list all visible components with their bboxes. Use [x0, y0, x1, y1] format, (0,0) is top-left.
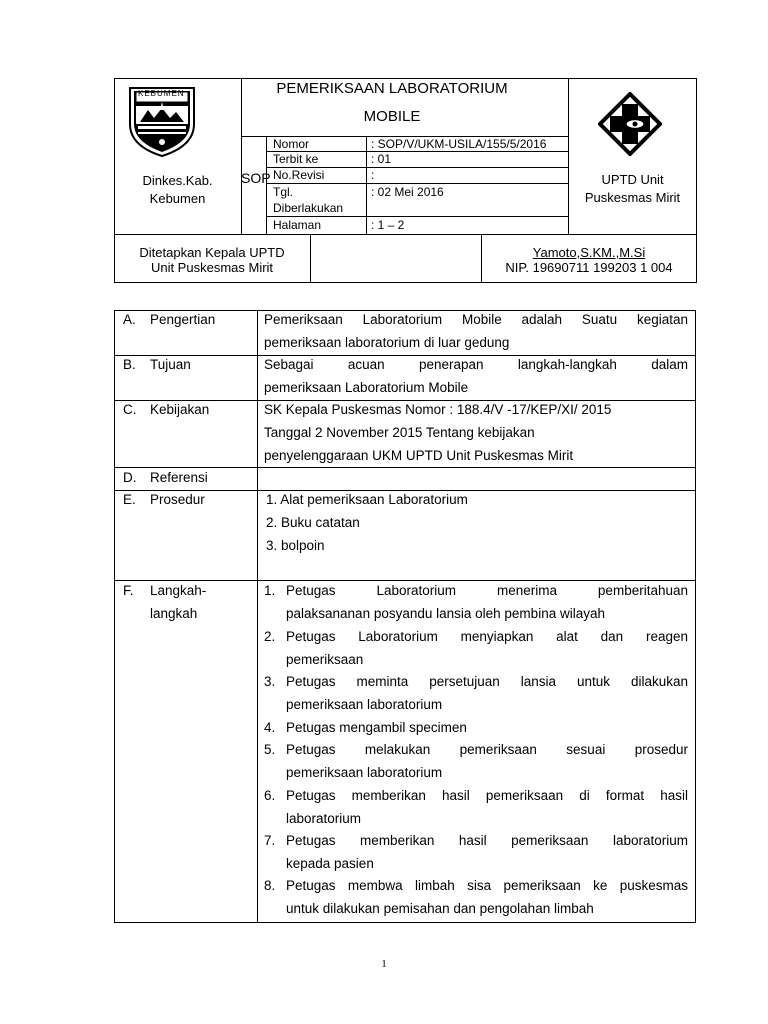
section-text-line: Pemeriksaan Laboratorium Mobile adalah Suatu kegiatan: [264, 312, 688, 327]
section-label: langkah: [150, 606, 198, 621]
left-org-line2: Kebumen: [149, 191, 206, 206]
left-org-line1: Dinkes.Kab.: [142, 173, 213, 188]
step-item: [264, 670, 688, 716]
puskesmas-logo: [598, 92, 662, 156]
meta-label-tgl: Tgl.: [273, 185, 294, 199]
signer-nip: NIP. 19690711 199203 1 004: [505, 260, 673, 275]
step-text-line: Petugas Laboratorium menyiapkan alat dan reagen: [286, 629, 688, 644]
section-text-line: SK Kepala Puskesmas Nomor : 188.4/V -17/KEP/XI/ 2015: [264, 402, 612, 417]
meta-label-nomor: Nomor: [273, 137, 310, 151]
prosedur-item: 3. bolpoin: [266, 538, 325, 553]
meta-label-revisi: No.Revisi: [273, 168, 325, 182]
step-number: 1.: [264, 583, 276, 598]
header-divider: [266, 216, 568, 217]
meta-value-terbit: : 01: [371, 152, 392, 166]
header-divider: [568, 78, 569, 234]
meta-value-nomor: : SOP/V/UKM-USILA/155/5/2016: [371, 137, 547, 151]
step-item: [264, 579, 688, 625]
step-number: 6.: [264, 788, 276, 803]
meta-value-halaman: : 1 – 2: [371, 218, 405, 232]
step-number: 7.: [264, 833, 276, 848]
step-text-line: Petugas melakukan pemeriksaan sesuai prosedur: [286, 742, 688, 757]
crest-lettering: KEBUMEN: [138, 89, 185, 98]
step-text-line: Petugas memberikan hasil pemeriksaan di format hasil: [286, 788, 688, 803]
content-divider: [257, 310, 258, 923]
section-letter: A.: [123, 312, 136, 327]
section-text-line: Sebagai acuan penerapan langkah-langkah dalam: [264, 357, 688, 372]
section-label: Prosedur: [150, 492, 205, 507]
step-number: 2.: [264, 629, 276, 644]
step-text-line: kepada pasien: [286, 856, 374, 871]
section-letter: B.: [123, 357, 136, 372]
section-letter: E.: [123, 492, 136, 507]
step-text-line: Petugas membwa limbah sisa pemeriksaan ke puskesmas: [286, 878, 688, 893]
section-text-line: pemeriksaan laboratorium di luar gedung: [264, 335, 510, 350]
step-number: 5.: [264, 742, 276, 757]
page-title-line1: PEMERIKSAAN LABORATORIUM: [276, 80, 508, 97]
ditetapkan-line2: Unit Puskesmas Mirit: [150, 260, 274, 275]
section-letter: F.: [123, 583, 134, 598]
step-number: 3.: [264, 674, 276, 689]
step-item: [264, 738, 688, 784]
step-item: [264, 874, 688, 920]
ditetapkan-line1: Ditetapkan Kepala UPTD: [139, 245, 285, 260]
section-text-line: pemeriksaan Laboratorium Mobile: [264, 380, 469, 395]
step-item: [264, 829, 688, 875]
meta-label-terbit: Terbit ke: [273, 152, 319, 166]
prosedur-item: 1. Alat pemeriksaan Laboratorium: [266, 492, 468, 507]
step-text-line: pemeriksaan laboratorium: [286, 697, 443, 712]
step-text-line: pemeriksaan laboratorium: [286, 765, 443, 780]
header-divider: [310, 234, 311, 283]
step-text-line: Petugas Laboratorium menerima pemberitahuan: [286, 583, 688, 598]
prosedur-item: 2. Buku catatan: [266, 515, 360, 530]
header-divider: [266, 183, 568, 184]
section-label: Tujuan: [150, 357, 191, 372]
step-text-line: laboratorium: [286, 811, 362, 826]
page-number: 1: [381, 958, 387, 970]
section-text-line: Tanggal 2 November 2015 Tentang kebijakan: [264, 425, 535, 440]
section-label: Pengertian: [150, 312, 216, 327]
section-letter: C.: [123, 402, 137, 417]
sop-label: SOP: [241, 170, 271, 186]
step-text-line: palaksananan posyandu lansia oleh pembina wilayah: [286, 606, 605, 621]
right-org-line2: Puskesmas Mirit: [584, 190, 681, 205]
meta-value-revisi: :: [371, 168, 375, 182]
meta-value-tgl: : 02 Mei 2016: [371, 185, 444, 199]
step-text-line: Petugas mengambil specimen: [286, 720, 467, 735]
step-text-line: untuk dilakukan pemisahan dan pengolahan limbah: [286, 901, 594, 916]
section-label: Referensi: [150, 470, 208, 485]
meta-label-diberlakukan: Diberlakukan: [273, 201, 344, 215]
step-text-line: Petugas memberikan hasil pemeriksaan laboratorium: [286, 833, 688, 848]
section-letter: D.: [123, 470, 137, 485]
step-number: 4.: [264, 720, 276, 735]
section-text-line: penyelenggaraan UKM UPTD Unit Puskesmas Mirit: [264, 448, 574, 463]
header-divider: [241, 78, 242, 234]
meta-label-halaman: Halaman: [273, 218, 322, 232]
page-title-line2: MOBILE: [363, 108, 421, 125]
step-text-line: Petugas meminta persetujuan lansia untuk dilakukan: [286, 674, 688, 689]
step-item: [264, 716, 688, 739]
step-item: [264, 625, 688, 671]
step-number: 8.: [264, 878, 276, 893]
header-divider: [114, 234, 697, 235]
section-label: Kebijakan: [150, 402, 210, 417]
right-org-line1: UPTD Unit: [601, 172, 664, 187]
step-text-line: pemeriksaan: [286, 652, 364, 667]
section-label: Langkah-: [150, 583, 207, 598]
step-item: [264, 784, 688, 830]
signer-name: Yamoto,S.KM.,M.Si: [532, 245, 646, 260]
